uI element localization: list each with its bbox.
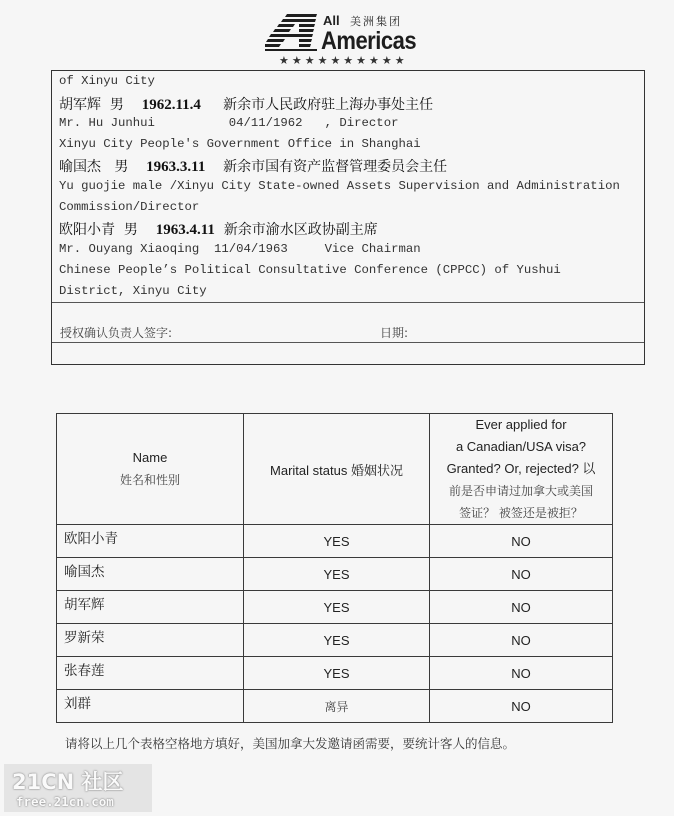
info-line: Mr. Ouyang Xiaoqing 11/04/1963 Vice Chairman: [59, 242, 421, 256]
cell-name: 张春莲: [57, 657, 244, 690]
entry-title: 新余市人民政府驻上海办事处主任: [223, 97, 434, 113]
info-line: of Xinyu City: [59, 74, 155, 88]
cell-marital: YES: [244, 624, 430, 657]
info-line: Commission/Director: [59, 200, 200, 214]
watermark-url: free.21cn.com: [16, 794, 114, 809]
cell-visa: NO: [430, 525, 613, 558]
table-row: [57, 525, 613, 558]
cell-visa: NO: [430, 657, 613, 690]
logo-all-text: All: [323, 13, 340, 28]
cell-name: 胡军辉: [57, 591, 244, 624]
table-row: [57, 558, 613, 591]
cell-name: 喻国杰: [57, 558, 244, 591]
entry-title: 新余市国有资产监督管理委员会主任: [223, 159, 448, 175]
cell-name: 刘群: [57, 690, 244, 723]
company-logo: [265, 12, 425, 70]
header-marital-status: Marital status 婚姻状况: [244, 414, 430, 525]
watermark-title: 21CN 社区: [12, 770, 124, 794]
cell-marital: YES: [244, 591, 430, 624]
entry-name: 欧阳小青: [59, 222, 115, 238]
logo-a-mark-icon: [265, 14, 317, 52]
cell-marital: YES: [244, 657, 430, 690]
header-visa-line: Granted? Or, rejected? 以: [446, 461, 596, 476]
logo-stars: ★★★★★★★★★★: [279, 54, 408, 67]
entry-dob: 1963.3.11: [146, 159, 206, 175]
info-line: Xinyu City People's Government Office in Shanghai: [59, 137, 421, 151]
cell-name: 罗新荣: [57, 624, 244, 657]
cell-visa: NO: [430, 690, 613, 723]
entry-yu-guojie: [59, 156, 447, 176]
watermark: [4, 764, 152, 812]
table-row: [57, 690, 613, 723]
header-visa-line: Ever applied for: [475, 417, 567, 432]
cell-marital: 离异: [244, 690, 430, 723]
header-visa-line: 签证？ 被签还是被拒？: [459, 506, 583, 520]
date-label: 日期:: [380, 326, 409, 340]
entry-gender: 男: [123, 222, 138, 238]
signature-label: 授权确认负责人签字:: [60, 326, 173, 340]
cell-visa: NO: [430, 558, 613, 591]
table-row: [57, 657, 613, 690]
logo-chinese-text: 美洲集团: [350, 15, 402, 28]
header-visa-line: a Canadian/USA visa?: [455, 439, 587, 454]
info-line: District, Xinyu City: [59, 284, 207, 298]
footnote-instruction: 请将以上几个表格空格地方填好，美国加拿大发邀请函需要，要统计客人的信息。: [65, 736, 516, 751]
entry-dob: 1963.4.11: [155, 222, 215, 238]
entry-name: 喻国杰: [59, 159, 101, 175]
header-visa-line: 前是否申请过加拿大或美国: [448, 484, 593, 498]
header-visa-history: [430, 414, 613, 525]
header-name: [57, 414, 244, 525]
guest-info-table: [56, 413, 613, 723]
table-header-row: [57, 414, 613, 525]
divider: [52, 302, 644, 303]
divider: [52, 342, 644, 343]
cell-marital: YES: [244, 525, 430, 558]
entry-name: 胡军辉: [59, 97, 101, 113]
info-line: Yu guojie male /Xinyu City State-owned Assets Supervision and Administration: [59, 179, 620, 193]
logo-americas-text: Americas: [321, 26, 417, 55]
entry-dob: 1962.11.4: [141, 97, 201, 113]
entry-title: 新余市渝水区政协副主席: [223, 222, 378, 238]
entry-hu-junhui: [59, 94, 433, 114]
entry-ouyang-xiaoqing: [59, 219, 378, 239]
header-name-cn: 姓名和性别: [119, 473, 180, 487]
header-name-en: Name: [132, 450, 168, 465]
entry-gender: 男: [114, 159, 129, 175]
table-row: [57, 591, 613, 624]
entry-gender: 男: [109, 97, 124, 113]
cell-visa: NO: [430, 624, 613, 657]
cell-marital: YES: [244, 558, 430, 591]
table-row: [57, 624, 613, 657]
cell-name: 欧阳小青: [57, 525, 244, 558]
info-line: Mr. Hu Junhui 04/11/1962 , Director: [59, 116, 399, 130]
cell-visa: NO: [430, 591, 613, 624]
info-line: Chinese People’s Political Consultative Conference (CPPCC) of Yushui: [59, 263, 561, 277]
official-info-box: [51, 70, 645, 365]
